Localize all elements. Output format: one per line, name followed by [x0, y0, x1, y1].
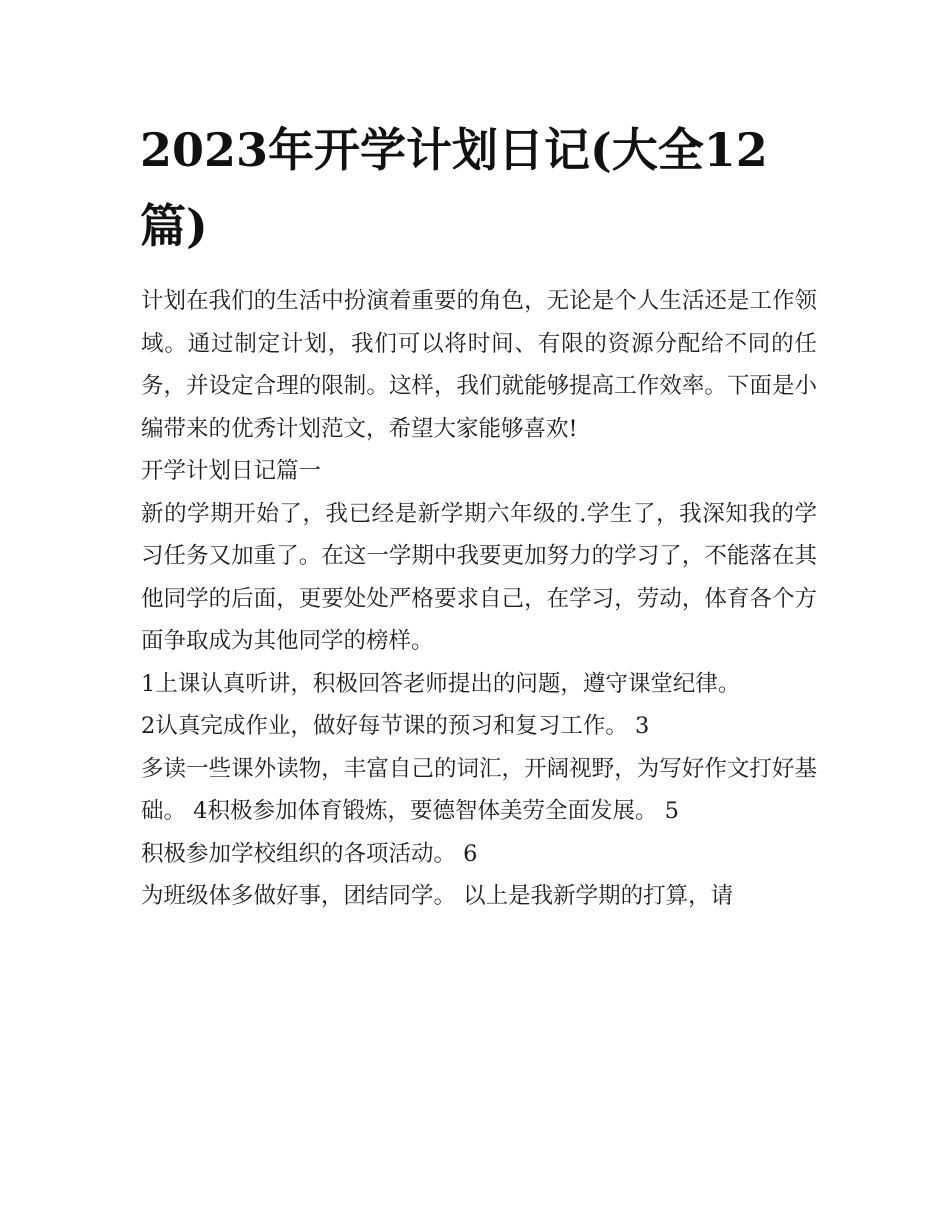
section-heading: 开学计划日记篇一 [141, 458, 322, 484]
list-item: 为班级体多做好事，团结同学。 以上是我新学期的打算，请 [141, 883, 734, 909]
document-title: 2023年开学计划日记(大全12篇) [140, 123, 768, 253]
body-paragraph: 新的学期开始了，我已经是新学期六年级的.学生了，我深知我的学习任务又加重了。在这一学期中我要更加努力的学习了，不能落在其他同学的后面，更要处处严格要求自己，在学习，劳动，体育各个方面争取成为其他同学的榜样。 [141, 500, 817, 654]
list-item: 积极参加学校组织的各项活动。 6 [141, 840, 478, 867]
list-item: 1上课认真听讲，积极回答老师提出的问题，遵守课堂纪律。 [141, 670, 741, 697]
document-body [141, 280, 817, 918]
list-item: 多读一些课外读物，丰富自己的词汇，开阔视野，为写好作文打好基础。 4积极参加体育锻炼，要德智体美劳全面发展。 5 [141, 755, 817, 824]
intro-paragraph: 计划在我们的生活中扮演着重要的角色，无论是个人生活还是工作领域。通过制定计划，我们可以将时间、有限的资源分配给不同的任务，并设定合理的限制。这样，我们就能够提高工作效率。下面是小编带来的优秀计划范文，希望大家能够喜欢! [141, 288, 817, 442]
list-item: 2认真完成作业，做好每节课的预习和复习工作。 3 [141, 713, 650, 739]
